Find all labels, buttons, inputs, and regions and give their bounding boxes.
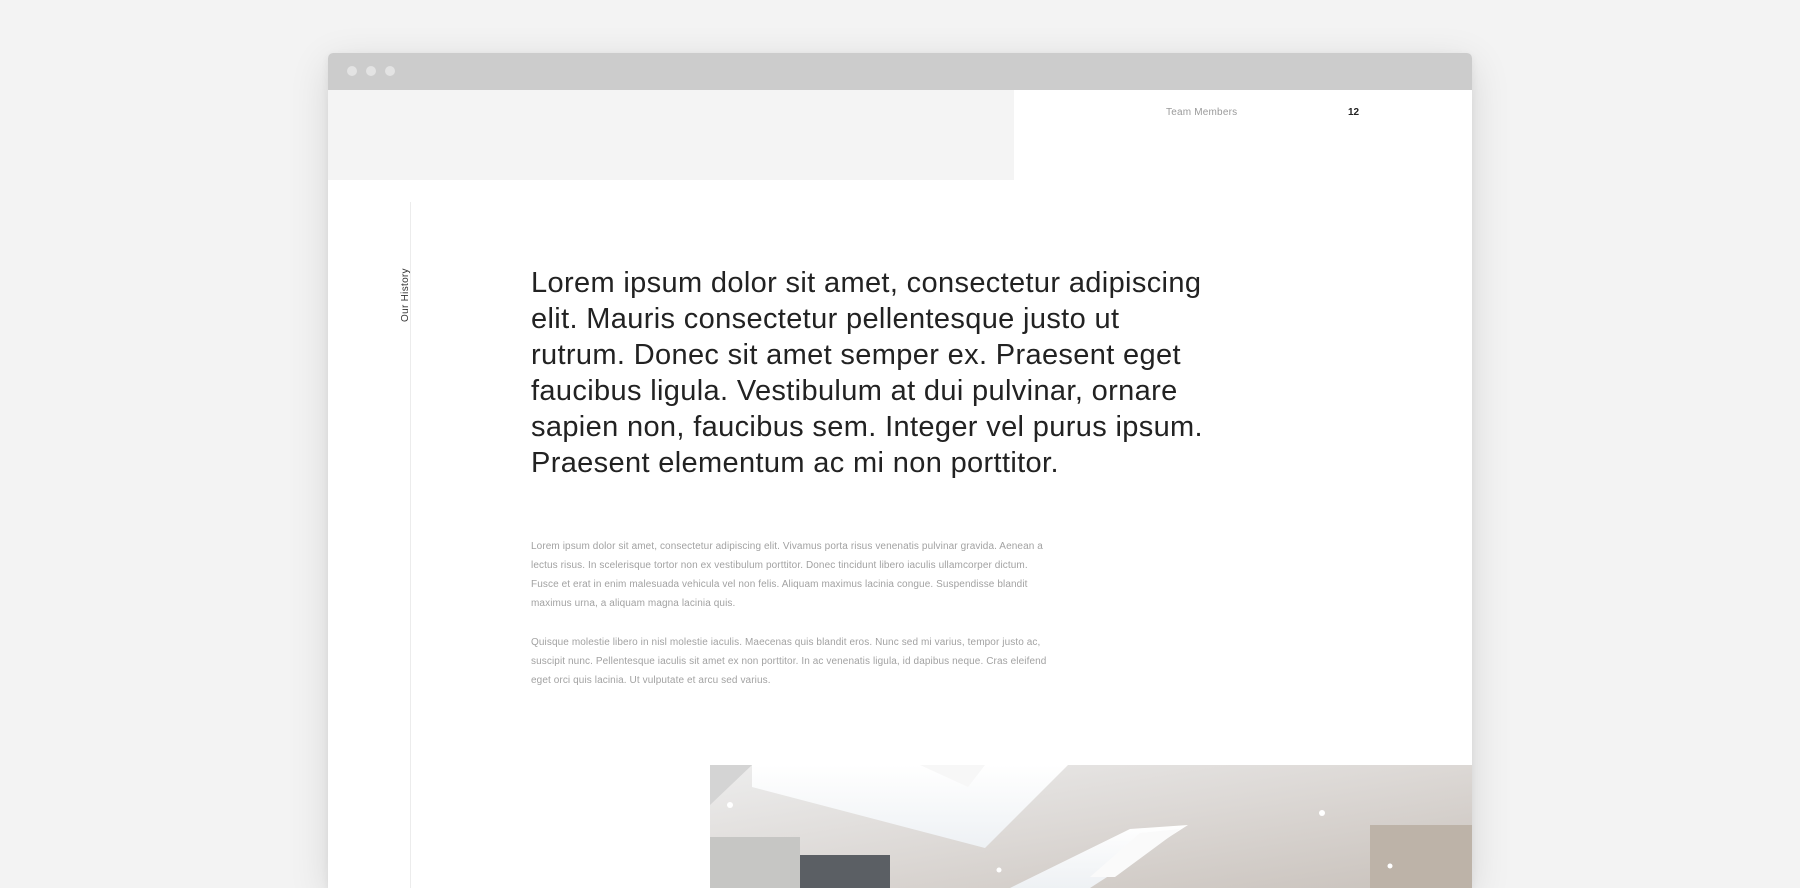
team-members-label: Team Members [1166, 107, 1238, 118]
window-close-dot[interactable] [347, 66, 357, 76]
window-maximize-dot[interactable] [385, 66, 395, 76]
body-paragraph: Quisque molestie libero in nisl molestie iaculis. Maecenas quis blandit eros. Nunc sed mi varius, tempor justo ac, suscipit nunc. Pellentesque iaculis sit amet ex non porttitor. In ac venenatis ligula, id dapibus neque. Cras eleifend eget orci quis lacinia. Ut vulputate et arcu sed varius. [531, 637, 1047, 686]
browser-titlebar[interactable] [328, 53, 1472, 90]
window-minimize-dot[interactable] [366, 66, 376, 76]
interior-photo-illustration [710, 765, 1472, 888]
header-gray-block [328, 90, 1014, 180]
body-paragraph: Lorem ipsum dolor sit amet, consectetur adipiscing elit. Vivamus porta risus venenatis pulvinar gravida. Aenean a lectus risus. In scelerisque tortor non ex vestibulum porttitor. Donec tincidunt libero iaculis ullamcorper dictum. Fusce et erat in enim malesuada vehicula vel non felis. Aliquam maximus lacinia congue. Suspendisse blandit maximus urna, a aliquam magna lacinia quis. [531, 541, 1043, 609]
web-page [328, 90, 1472, 888]
browser-window [328, 53, 1472, 888]
lead-paragraph: Lorem ipsum dolor sit amet, consectetur adipiscing elit. Mauris consectetur pellentesque justo ut rutrum. Donec sit amet semper ex. Praesent eget faucibus ligula. Vestibulum at dui pulvinar, ornare sapien non, faucibus sem. Integer vel purus ipsum. Praesent elementum ac mi non porttitor. [531, 267, 1203, 479]
team-members-count: 12 [1348, 107, 1360, 118]
interior-photo [710, 765, 1472, 888]
section-label-our-history: Our History [400, 268, 411, 322]
